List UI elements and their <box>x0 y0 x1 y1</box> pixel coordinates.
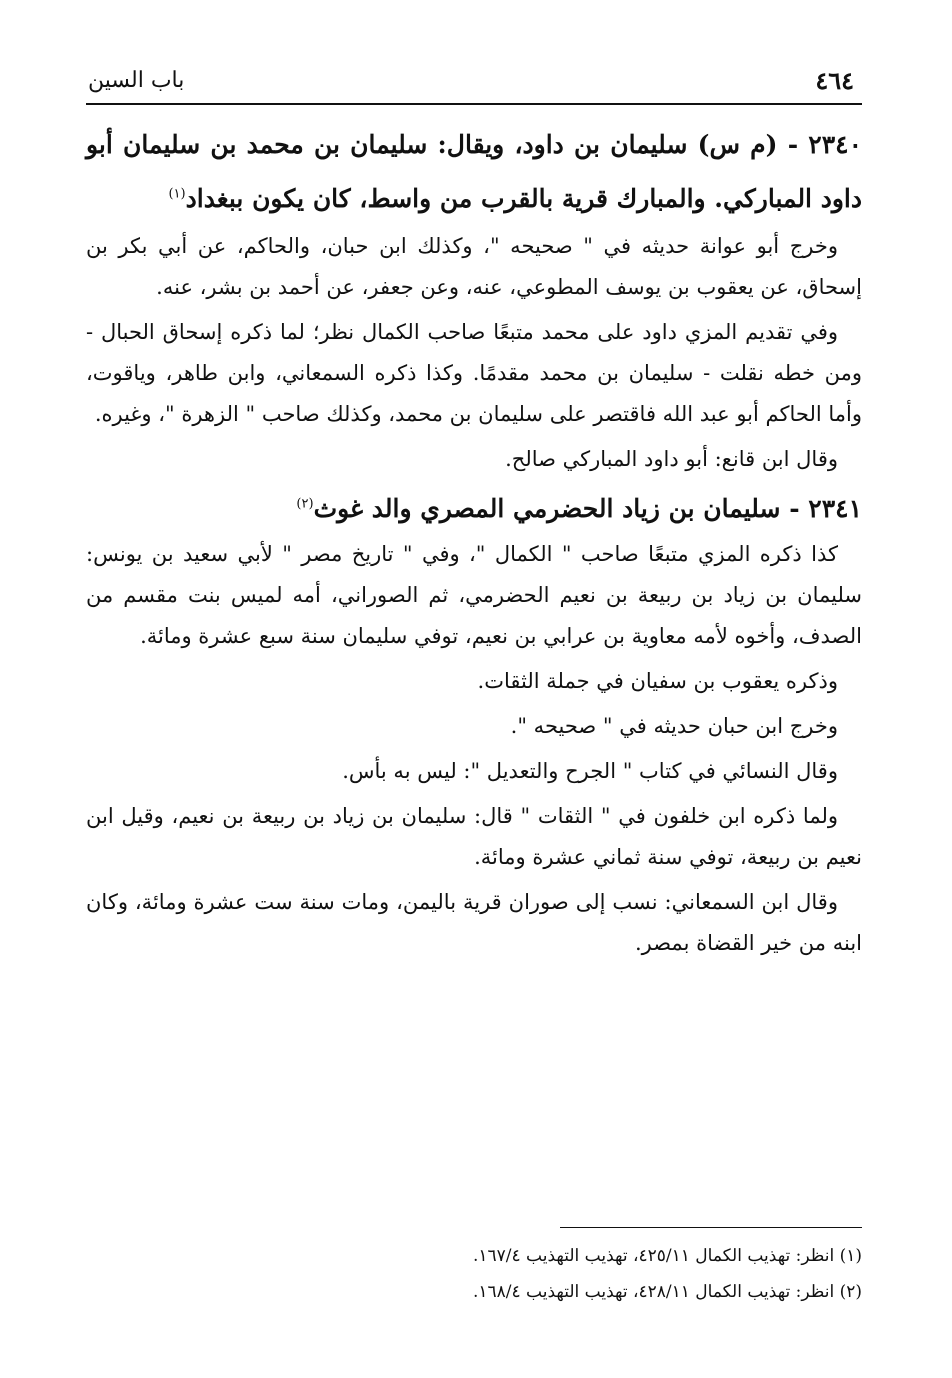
header-rule <box>86 103 862 105</box>
paragraph: وخرج أبو عوانة حديثه في " صحيحه "، وكذلك ابن حبان، والحاكم، عن أبي بكر بن إسحاق، عن يعقوب بن يوسف المطوعي، عنه، وعن جعفر، عن أحمد بن بشر، عنه. <box>86 234 862 299</box>
paragraph: وقال ابن السمعاني: نسب إلى صوران قرية باليمن، ومات سنة ست عشرة ومائة، وكان ابنه من خير القضاة بمصر. <box>86 890 862 955</box>
footnote-ref-1: (١) <box>168 186 186 202</box>
entry-heading-text: ٢٣٤١ - سليمان بن زياد الحضرمي المصري والد غوث <box>313 494 862 523</box>
entry-heading-2340 <box>86 118 862 226</box>
paragraph: كذا ذكره المزي متبعًا صاحب " الكمال "، وفي " تاريخ مصر " لأبي سعيد بن يونس: سليمان بن زياد بن ربيعة بن نعيم الحضرمي، ثم الصوراني، أمه لميس بنت مقسم من الصدف، وأخوه لأمه معاوية بن عرابي بن نعيم، توفي سليمان سنة سبع عشرة ومائة. <box>86 542 862 648</box>
entry-heading-2341 <box>86 484 862 534</box>
entry-heading-text: ٢٣٤٠ - (م س) سليمان بن داود، ويقال: سليمان بن محمد بن سليمان أبو داود المباركي. والمبارك قرية بالقرب من واسط، كان يكون ببغداد <box>86 130 862 213</box>
paragraph: ولما ذكره ابن خلفون في " الثقات " قال: سليمان بن زياد بن ربيعة بن نعيم، وقيل ابن نعيم بن ربيعة، توفي سنة ثماني عشرة ومائة. <box>86 804 862 869</box>
paragraph: وقال ابن قانع: أبو داود المباركي صالح. <box>505 447 838 471</box>
footnotes <box>86 1238 862 1310</box>
footnote-ref-2: (٢) <box>296 496 314 512</box>
paragraph: وفي تقديم المزي داود على محمد متبعًا صاحب الكمال نظر؛ لما ذكره إسحاق الحبال - ومن خطه نقلت - سليمان بن محمد مقدمًا. وكذا ذكره السمعاني، وابن طاهر، وياقوت، وأما الحاكم أبو عبد الله فاقتصر على سليمان بن محمد، وكذلك صاحب " الزهرة "، وغيره. <box>86 320 862 426</box>
paragraph: وقال النسائي في كتاب " الجرح والتعديل ": ليس به بأس. <box>342 759 838 783</box>
page-header <box>86 66 862 100</box>
paragraph: وخرج ابن حبان حديثه في " صحيحه ". <box>510 714 838 738</box>
book-page <box>86 0 862 1378</box>
footnote-2: (٢) انظر: تهذيب الكمال ٤٢٨/١١، تهذيب التهذيب ١٦٨/٤. <box>472 1282 862 1302</box>
paragraph: وذكره يعقوب بن سفيان في جملة الثقات. <box>477 669 838 693</box>
footnote-1: (١) انظر: تهذيب الكمال ٤٢٥/١١، تهذيب التهذيب ١٦٧/٤. <box>472 1246 862 1266</box>
running-title: باب السين <box>88 68 185 93</box>
page-body <box>86 118 862 968</box>
page-number: ٤٦٤ <box>815 66 854 95</box>
footnote-rule <box>560 1227 862 1228</box>
